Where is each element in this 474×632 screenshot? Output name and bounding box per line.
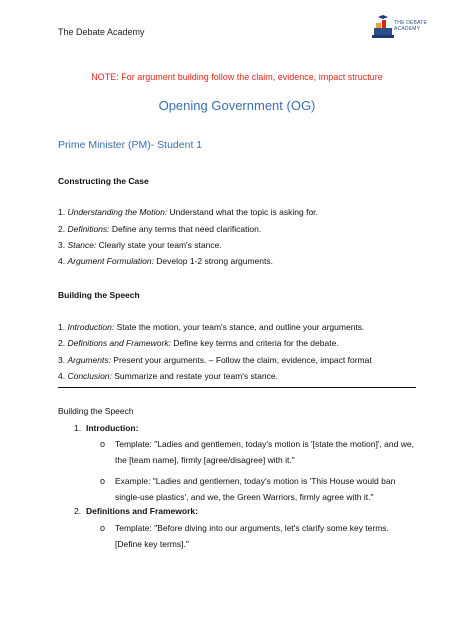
constructing-item: 2. Definitions: Define any terms that need clarification. [58, 224, 262, 234]
detail-bullet-text: Template: "Ladies and gentlemen, today's motion is '[state the motion]', and we, the [team name], firmly [agree/disagree] with it." [115, 439, 414, 465]
building-item: 3. Arguments: Present your arguments. – Follow the claim, evidence, impact format [58, 355, 372, 365]
speaker-role: Prime Minister (PM)- Student 1 [58, 139, 203, 151]
building-item: 1. Introduction: State the motion, your team's stance, and outline your arguments. [58, 322, 365, 332]
bullet-marker: o [100, 439, 106, 449]
constructing-heading: Constructing the Case [58, 176, 149, 186]
building-heading: Building the Speech [58, 290, 140, 300]
structure-note: NOTE: For argument building follow the claim, evidence, impact structure [91, 72, 383, 82]
building-item: 4. Conclusion: Summarize and restate your team's stance. [58, 371, 278, 381]
section-divider [58, 387, 416, 388]
detail-bullet-text: Template: "Before diving into our arguments, let's clarify some key terms. [Define key terms]." [115, 523, 389, 549]
detail-bullet-text: Example: "Ladies and gentlemen, today's motion is 'This House would ban single-use plastics', and we, the Green Warriors, firmly agree with it." [115, 476, 396, 502]
detail-section-title: 2. Definitions and Framework: [74, 506, 198, 516]
bullet-marker: o [100, 523, 106, 533]
constructing-item: 4. Argument Formulation: Develop 1-2 strong arguments. [58, 256, 273, 266]
building-detail-heading: Building the Speech [58, 406, 134, 416]
header-org-name: The Debate Academy [58, 27, 145, 37]
detail-section-title: 1. Introduction: [74, 423, 139, 433]
constructing-item: 1. Understanding the Motion: Understand what the topic is asking for. [58, 207, 318, 217]
bullet-marker: o [100, 476, 106, 486]
constructing-item: 3. Stance: Clearly state your team's stance. [58, 240, 222, 250]
logo-wordmark: THE DEBATE ACADEMY [394, 20, 428, 32]
document-title: Opening Government (OG) [158, 98, 316, 113]
building-item: 2. Definitions and Framework: Define key terms and criteria for the debate. [58, 338, 339, 348]
